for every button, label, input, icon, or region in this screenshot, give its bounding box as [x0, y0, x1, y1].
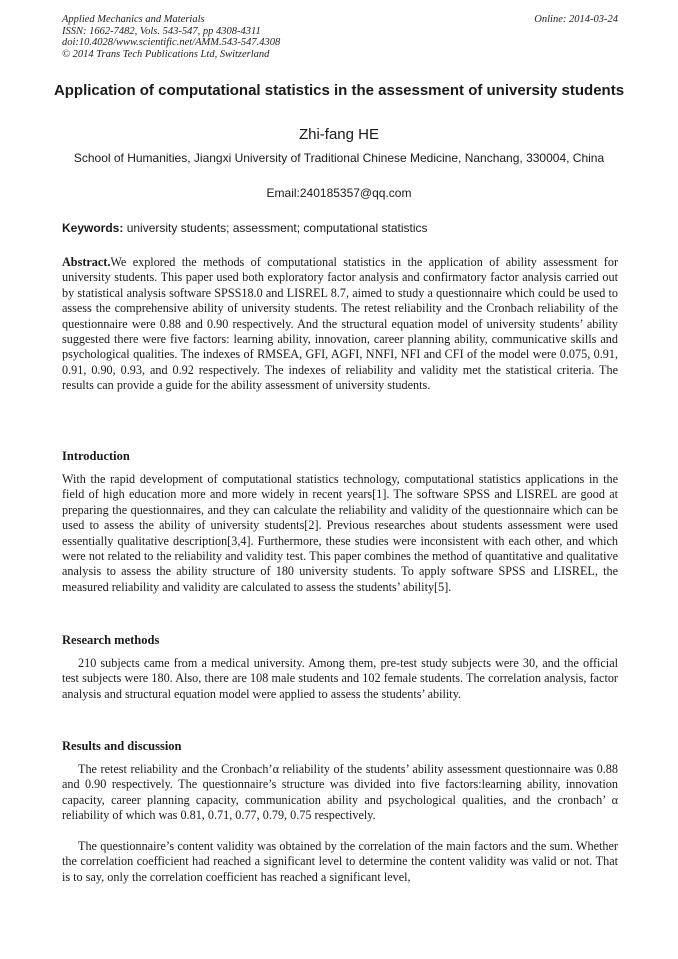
- copyright-line: © 2014 Trans Tech Publications Ltd, Switzerland: [62, 48, 270, 60]
- abstract-label: Abstract.: [62, 255, 111, 269]
- keywords-text: university students; assessment; computational statistics: [123, 221, 428, 235]
- author-name: Zhi-fang HE: [298, 126, 380, 143]
- journal-header: [62, 14, 618, 60]
- results-paragraph-2: The questionnaire’s content validity was obtained by the correlation of the main factors and the sum. Whether the correlation coefficient had reached a significant level to determine the content validity was valid or not. That is to say, only the correlation coefficient has reached a significant level,: [62, 839, 618, 884]
- abstract: [62, 255, 618, 394]
- methods-paragraph: 210 subjects came from a medical university. Among them, pre-test study subjects were 30, and the official test subjects were 180. Also, there are 108 male students and 102 female students. The correlation analysis, factor analysis and structural equation model were applied to assess the students’ ability.: [62, 656, 618, 701]
- introduction-paragraph: With the rapid development of computational statistics technology, computational statistics applications in the field of high education more and more widely in recent years[1]. The software SPSS and LISREL are good at preparing the questionnaires, and they can calculate the reliability and validity of the questionnaire which can be used to assess the ability of university students[2]. Previous researches about students assessment were used essentially qualitative description[3,4]. Furthermore, these studies were inconsistent with each other, and which were not related to the reliability and validity test. This paper combines the method of quantitative and qualitative analysis to assess the ability structure of 180 university students. To apply software SPSS and LISREL, the measured reliability and validity are calculated to assess the students’ ability[5].: [62, 472, 618, 594]
- results-heading: Results and discussion: [62, 739, 182, 753]
- online-date: Online: 2014-03-24: [534, 14, 618, 25]
- affiliation: School of Humanities, Jiangxi University of Traditional Chinese Medicine, Nanchang, 330004, China: [73, 151, 605, 165]
- issn-line: ISSN: 1662-7482, Vols. 543-547, pp 4308-4311: [62, 25, 261, 37]
- abstract-text: We explored the methods of computational statistics in the application of ability assessment for university students. This paper used both exploratory factor analysis and confirmatory factor analysis carried out by statistical analysis software SPSS18.0 and LISREL 8.7, aimed to study a questionnaire which could be used to assess the comprehensive ability of university students. The retest reliability and the Cronbach reliability of the questionnaire were 0.88 and 0.90 respectively. And the structural equation model of university students’ ability suggested there were five factors: learning ability, innovation, career planning ability, communicative skills and psychological qualities. The indexes of RMSEA, GFI, AGFI, NNFI, NFI and CFI of the model were 0.075, 0.91, 0.91, 0.90, 0.93, and 0.92 respectively. The indexes of reliability and validity met the statistical criteria. The results can provide a guide for the ability assessment of university students.: [62, 255, 618, 393]
- introduction-heading: Introduction: [62, 449, 130, 463]
- doi-line: doi:10.4028/www.scientific.net/AMM.543-547.4308: [62, 37, 281, 48]
- results-paragraph-1: The retest reliability and the Cronbach’α reliability of the students’ ability assessment questionnaire was 0.88 and 0.90 respectively. The questionnaire’s structure was divided into five factors:learning ability, innovation capacity, career planning capacity, communication ability and psychological qualities, and the cronbach’ α reliability of which was 0.81, 0.71, 0.77, 0.79, 0.75 respectively.: [62, 762, 618, 823]
- paper-title: Application of computational statistics in the assessment of university students: [53, 82, 625, 99]
- keywords-label: Keywords:: [62, 221, 124, 235]
- keywords: [62, 220, 618, 236]
- journal-name: Applied Mechanics and Materials: [62, 14, 205, 25]
- author-email: Email:240185357@qq.com: [266, 186, 412, 200]
- methods-heading: Research methods: [62, 633, 160, 647]
